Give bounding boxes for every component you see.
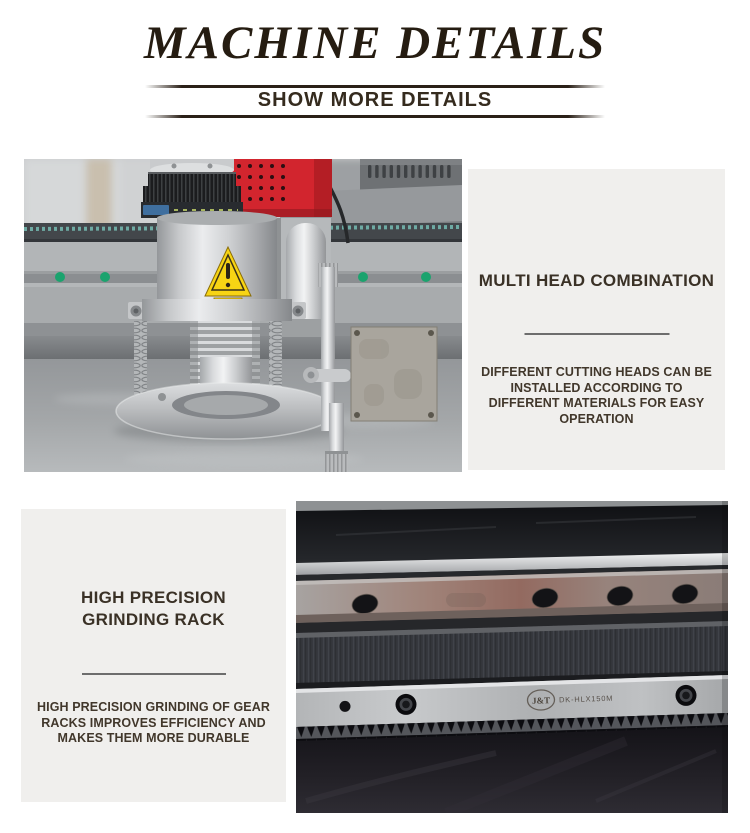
socket-screw [396, 694, 417, 715]
show-more-details-label: SHOW MORE DETAILS [257, 89, 493, 111]
machine-base-dark [296, 727, 728, 813]
socket-screw [676, 685, 697, 706]
feature-divider [82, 673, 226, 675]
feature-description: DIFFERENT CUTTING HEADS CAN BE INSTALLED ACCORDING TO DIFFERENT MATERIALS FOR EASY OPERATION [481, 365, 712, 426]
gear-rack-photo [296, 501, 728, 813]
feature-heading: MULTI HEAD COMBINATION [478, 271, 715, 290]
feature-divider [524, 333, 669, 335]
jt-logo-stamp: J&T [531, 695, 551, 706]
presser-foot [116, 383, 336, 439]
title-divider-bottom [145, 115, 605, 118]
feature-panel-grinding-rack [21, 509, 286, 802]
feature-heading: HIGH PRECISION GRINDING RACK [81, 588, 226, 629]
mount-plate [351, 327, 437, 421]
feature-description: HIGH PRECISION GRINDING OF GEAR RACKS IMPROVES EFFICIENCY AND MAKES THEM MORE DURABLE [37, 700, 270, 745]
model-number-stamp: DK-HLX150M [558, 693, 614, 705]
red-motor-housing [230, 159, 332, 217]
cutting-head-photo [24, 159, 462, 472]
feature-panel-multi-head [468, 169, 725, 470]
clamp-ring [128, 299, 306, 321]
knurled-gear-ring [148, 172, 236, 186]
page-title: MACHINE DETAILS [143, 17, 607, 69]
